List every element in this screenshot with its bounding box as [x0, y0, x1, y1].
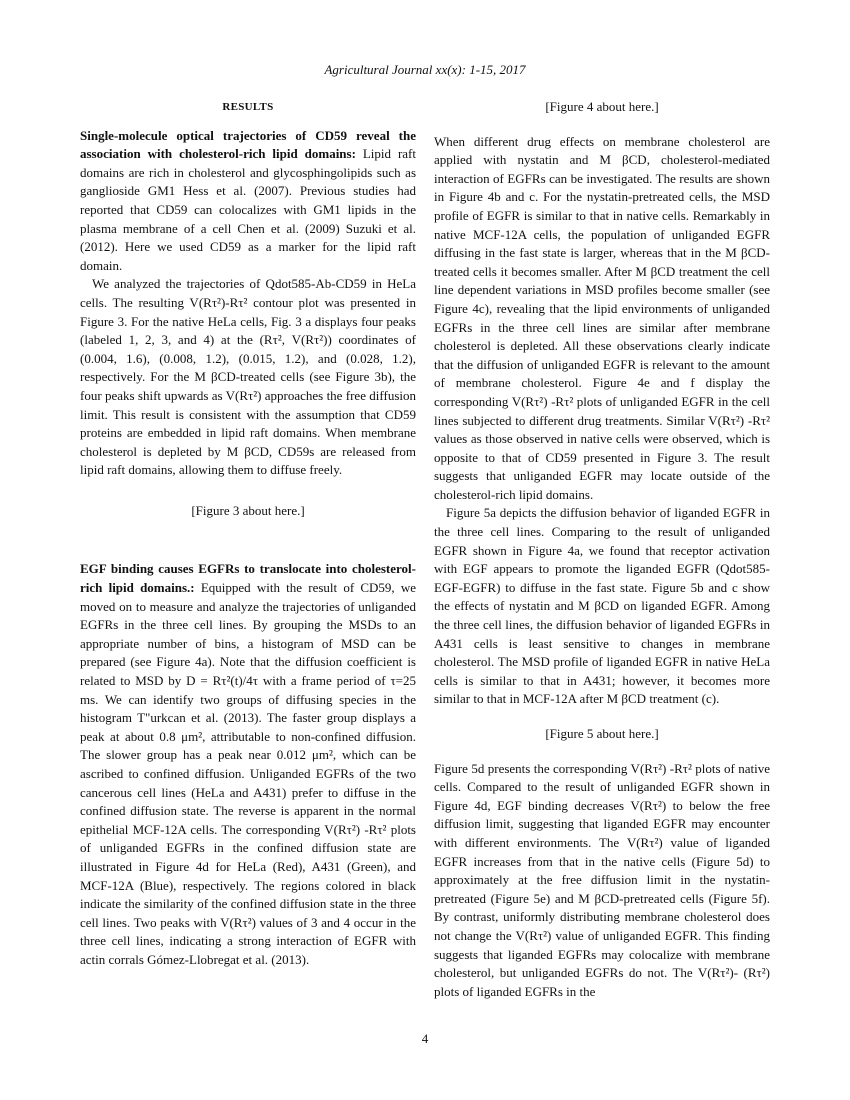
paragraph-drug-effects: When different drug effects on membrane cholesterol are applied with nystatin and M βCD, cholesterol-mediated interaction of EGFRs can be investigated. The results are shown in Figure 4b and c. For the nystatin-pretreated cells, the MSD profile of EGFR is similar to that in native cells. Remarkably in native MCF-12A cells, the population of unliganded EGFR diffusing in the fast state is larger, whereas that in the M βCD-treated cells it becomes smaller. After M βCD treatment the cell line dependent variations in MSD profiles become smaller (see Figure 4c), revealing that the lipid environments of unliganded EGFRs in the three cell lines are similar after membrane cholesterol is depleted. All these observations clearly indicate that the diffusion of unliganded EGFR is relevant to the amount of membrane cholesterol. Figure 4e and f display the corresponding V(Rτ²) -Rτ² plots of unliganded EGFR in the cell lines subjected to different drug treatments. Similar V(Rτ²) -Rτ² values as those observed in native cells were observed, which is opposite to that of CD59 presented in Figure 3. The result suggests that unliganded EGFR may locate outside of the cholesterol-rich lipid domains. — [434, 133, 770, 502]
right-column — [434, 98, 770, 1001]
paragraph-text: Lipid raft domains are rich in cholesterol and glycosphingolipids such as ganglioside GM1 Hess et al. (2007). Previous studies had reported that CD59 can colocalizes with GM1 lipids in the plasma membrane of a cell Chen et al. (2009) Suzuki et al. (2012). Here we used CD59 as a marker for the lipid raft domain. — [80, 146, 416, 273]
paragraph-heading: Single-molecule optical trajectories of CD59 reveal the association with cholesterol-rich lipid domains: — [80, 127, 416, 162]
page-number: 4 — [421, 1031, 429, 1046]
paragraph-egf-binding — [80, 560, 416, 969]
figure-4-placeholder: [Figure 4 about here.] — [545, 99, 659, 114]
running-header: Agricultural Journal xx(x): 1-15, 2017 — [324, 62, 526, 77]
paragraph-cd59 — [80, 127, 416, 276]
left-column — [80, 98, 416, 970]
figure-5-placeholder: [Figure 5 about here.] — [545, 726, 659, 741]
paragraph-trajectories: We analyzed the trajectories of Qdot585-Ab-CD59 in HeLa cells. The resulting V(Rτ²)-Rτ² contour plot was presented in Figure 3. For the native HeLa cells, Fig. 3 a displays four peaks (labeled 1, 2, 3, and 4) at the (Rτ², V(Rτ²)) coordinates of (0.004, 1.6), (0.008, 1.2), (0.015, 1.2), and (0.028, 1.2), respectively. For the M βCD-treated cells (see Figure 3b), the four peaks shift upwards as V(Rτ²) approaches the free diffusion limit. This result is consistent with the assumption that CD59 proteins are embedded in lipid raft domains. When membrane cholesterol is depleted by M βCD, CD59s are released from lipid raft domains, allowing them to diffuse freely. — [80, 276, 416, 478]
paragraph-liganded-egfr: Figure 5a depicts the diffusion behavior of liganded EGFR in the three cell lines. Comparing to the result of unliganded EGFR shown in Figure 4a, we found that receptor activation with EGF appears to promote the liganded EGFR (Qdot585-EGF-EGFR) to diffuse in the fast state. Figure 5b and c show the effects of nystatin and M βCD on liganded EGFR. Among the three cell lines, the diffusion behavior of liganded EGFRs in A431 cells is least sensitive to changes in membrane cholesterol. The MSD profile of liganded EGFR in native HeLa cells is similar to that in A431; however, it becomes more similar to that in MCF-12A after M βCD treatment (c). — [434, 505, 770, 707]
paragraph-text: Equipped with the result of CD59, we moved on to measure and analyze the trajectories of unliganded EGFRs in the three cell lines. By grouping the MSDs to an appropriate number of bins, a histogram of MSD can be prepared (see Figure 4a). Note that the diffusion coefficient is related to MSD by D = Rτ²(t)/4τ with a frame period of τ=25 ms. We can identify two groups of diffusing species in the histogram T"urkcan et al. (2013). The faster group displays a peak at about 0.8 μm², attributable to non-confined diffusion. The slower group has a peak near 0.012 μm², which can be ascribed to confined diffusion. Unliganded EGFRs of the two cancerous cell lines (HeLa and A431) prefer to diffuse in the confined diffusion state. The reverse is apparent in the normal epithelial MCF-12A cells. The corresponding V(Rτ²) -Rτ² plots of unliganded EGFRs in the confined diffusion state are illustrated in Figure 4d for HeLa (Red), A431 (Green), and MCF-12A (Blue), respectively. The regions colored in black indicate the similarity of the confined diffusion state in the three cell lines. Two peaks with V(Rτ²) values of 3 and 4 occur in the three cell lines, indicating a strong interaction of EGFR with actin corrals Gómez-Llobregat et al. (2013). — [80, 580, 417, 967]
section-title: RESULTS — [222, 101, 274, 113]
paragraph-figure-5d: Figure 5d presents the corresponding V(Rτ²) -Rτ² plots of native cells. Compared to the result of unliganded EGFR shown in Figure 4d, EGF binding decreases V(Rτ²) to below the free diffusion limit, suggesting that liganded EGFR may encounter with different environments. The V(Rτ²) value of liganded EGFR increases from that in the native cells (Figure 5d) to approximately at the free diffusion limit in the nystatin-pretreated (Figure 5e) and M βCD-pretreated cells (Figure 5f). By contrast, uniformly distributing membrane cholesterol does not change the V(Rτ²) value of unliganded EGFR. This finding suggests that liganded EGFRs may colocalize with membrane cholesterol, but unliganded EGFRs do not. The V(Rτ²)- (Rτ²) plots of liganded EGFRs in the — [434, 760, 770, 999]
paragraph-heading: EGF binding causes EGFRs to translocate into cholesterol-rich lipid domains.: — [80, 561, 416, 596]
figure-3-placeholder: [Figure 3 about here.] — [191, 502, 305, 518]
